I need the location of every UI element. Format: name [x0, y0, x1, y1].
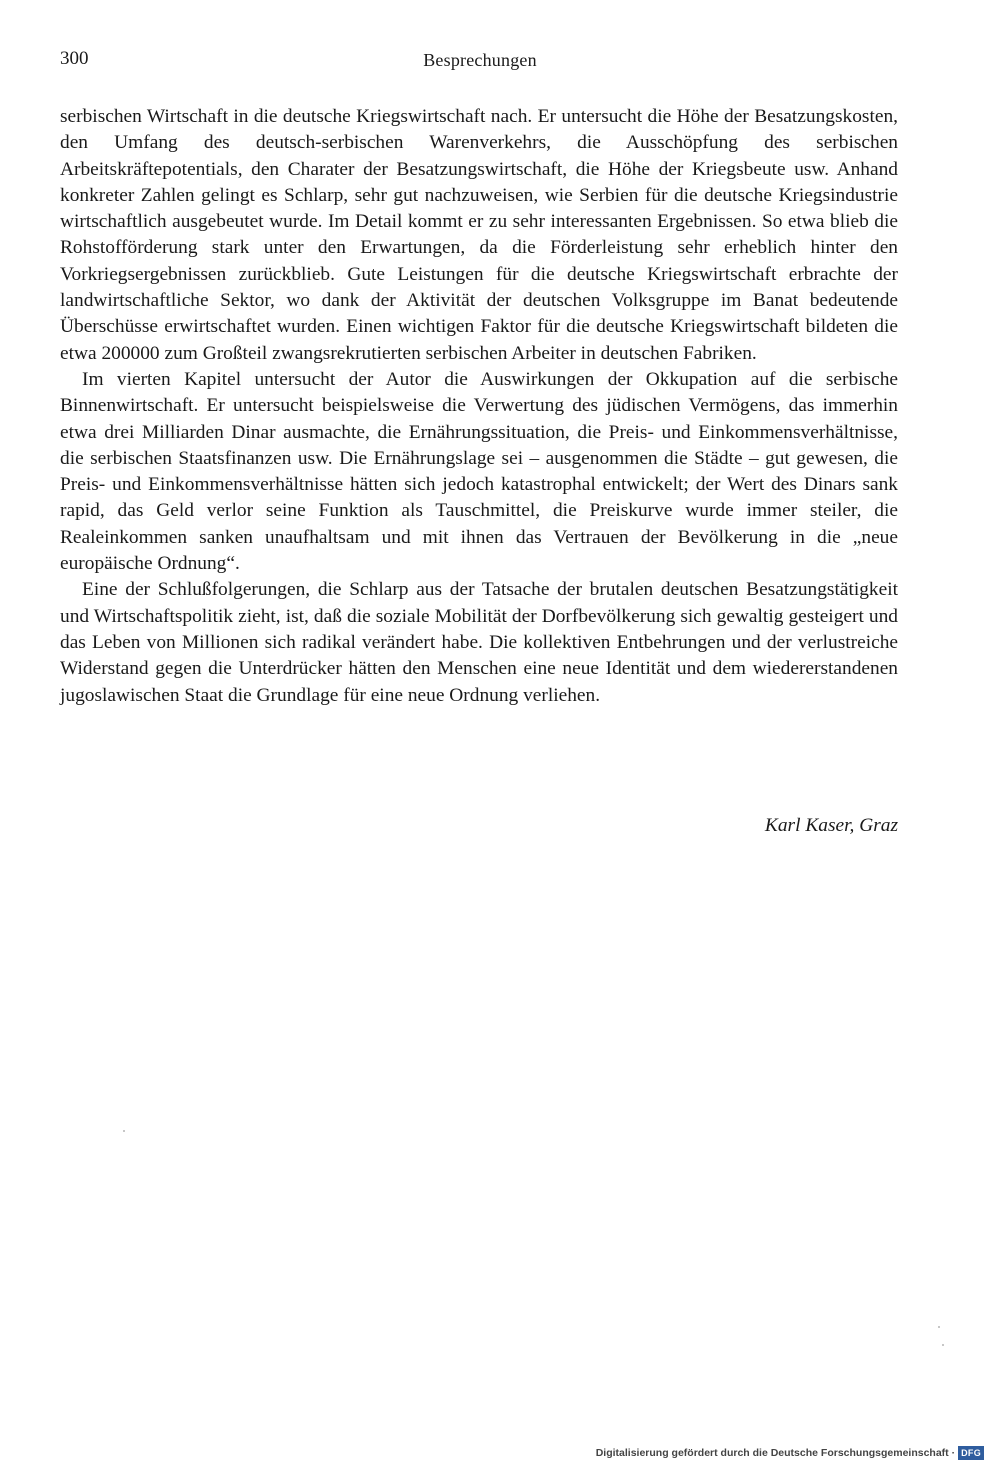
page-number: 300	[60, 48, 89, 69]
digitization-footer	[596, 1445, 984, 1461]
scan-speck	[942, 1344, 944, 1346]
review-text	[60, 104, 898, 709]
scan-speck	[123, 1130, 125, 1132]
paragraph-3: Eine der Schlußfolgerungen, die Schlarp aus der Tatsache der brutalen deutschen Besatzungstätigkeit und Wirtschaftspolitik zieht, ist, daß die soziale Mobilität der Dorfbevölkerung sich gewaltig gesteigert und das Leben von Millionen sich radikal verändert habe. Die kollektiven Entbehrungen und der verlustreiche Widerstand gegen die Unterdrücker hätten den Menschen eine neue Identität und dem wiedererstandenen jugoslawischen Staat die Grundlage für eine neue Ordnung verliehen.	[60, 579, 898, 706]
running-head: Besprechungen	[423, 50, 537, 70]
footer-text: Digitalisierung gefördert durch die Deutsche Forschungsgemeinschaft ·	[595, 1447, 956, 1459]
reviewer-signature: Karl Kaser, Graz	[764, 815, 898, 836]
scan-speck	[938, 1326, 940, 1328]
paragraph-1: serbischen Wirtschaft in die deutsche Kriegswirtschaft nach. Er untersucht die Höhe der Besatzungskosten, den Umfang des deutsch-serbischen Warenverkehrs, die Ausschöpfung des serbischen Arbeitskräftepotentials, den Charater der Besatzungswirtschaft, die Höhe der Kriegsbeute usw. Anhand konkreter Zahlen gelingt es Schlarp, sehr gut nachzuweisen, wie Serbien für die deutsche Kriegsindustrie wirtschaftlich ausgebeutet wurde. Im Detail kommt er zu sehr interessanten Ergebnissen. So etwa blieb die Rohstofförderung stark unter den Erwartungen, da die Förderleistung sehr erheblich hinter den Vorkriegsergebnissen zurückblieb. Gute Leistungen für die deutsche Kriegswirtschaft erbrachte der landwirtschaftliche Sektor, wo dank der Aktivität der deutschen Volksgruppe im Banat bedeutende Überschüsse erwirtschaftet wurden. Einen wichtigen Faktor für die deutsche Kriegswirtschaft bildeten die etwa 200000 zum Großteil zwangsrekrutierten serbischen Arbeiter in deutschen Fabriken.	[60, 106, 898, 364]
dfg-logo: DFG	[958, 1446, 984, 1460]
paragraph-2: Im vierten Kapitel untersucht der Autor die Auswirkungen der Okkupation auf die serbische Binnenwirtschaft. Er untersucht beispielsweise die Verwertung des jüdischen Vermögens, das immerhin etwa drei Milliarden Dinar ausmachte, die Ernährungssituation, die Preis- und Einkommensverhältnisse, die serbischen Staatsfinanzen usw. Die Ernährungslage sei – ausgenommen die Städte – gut gewesen, die Preis- und Einkommensverhältnisse hätten sich jedoch katastrophal entwickelt; der Wert des Dinars sank rapid, das Geld verlor seine Funktion als Tauschmittel, die Preiskurve wurde immer steiler, die Realeinkommen sanken unaufhaltsam und mit ihnen das Vertrauen der Bevölkerung in die „neue europäische Ordnung“.	[60, 368, 898, 575]
page-header	[60, 44, 900, 74]
